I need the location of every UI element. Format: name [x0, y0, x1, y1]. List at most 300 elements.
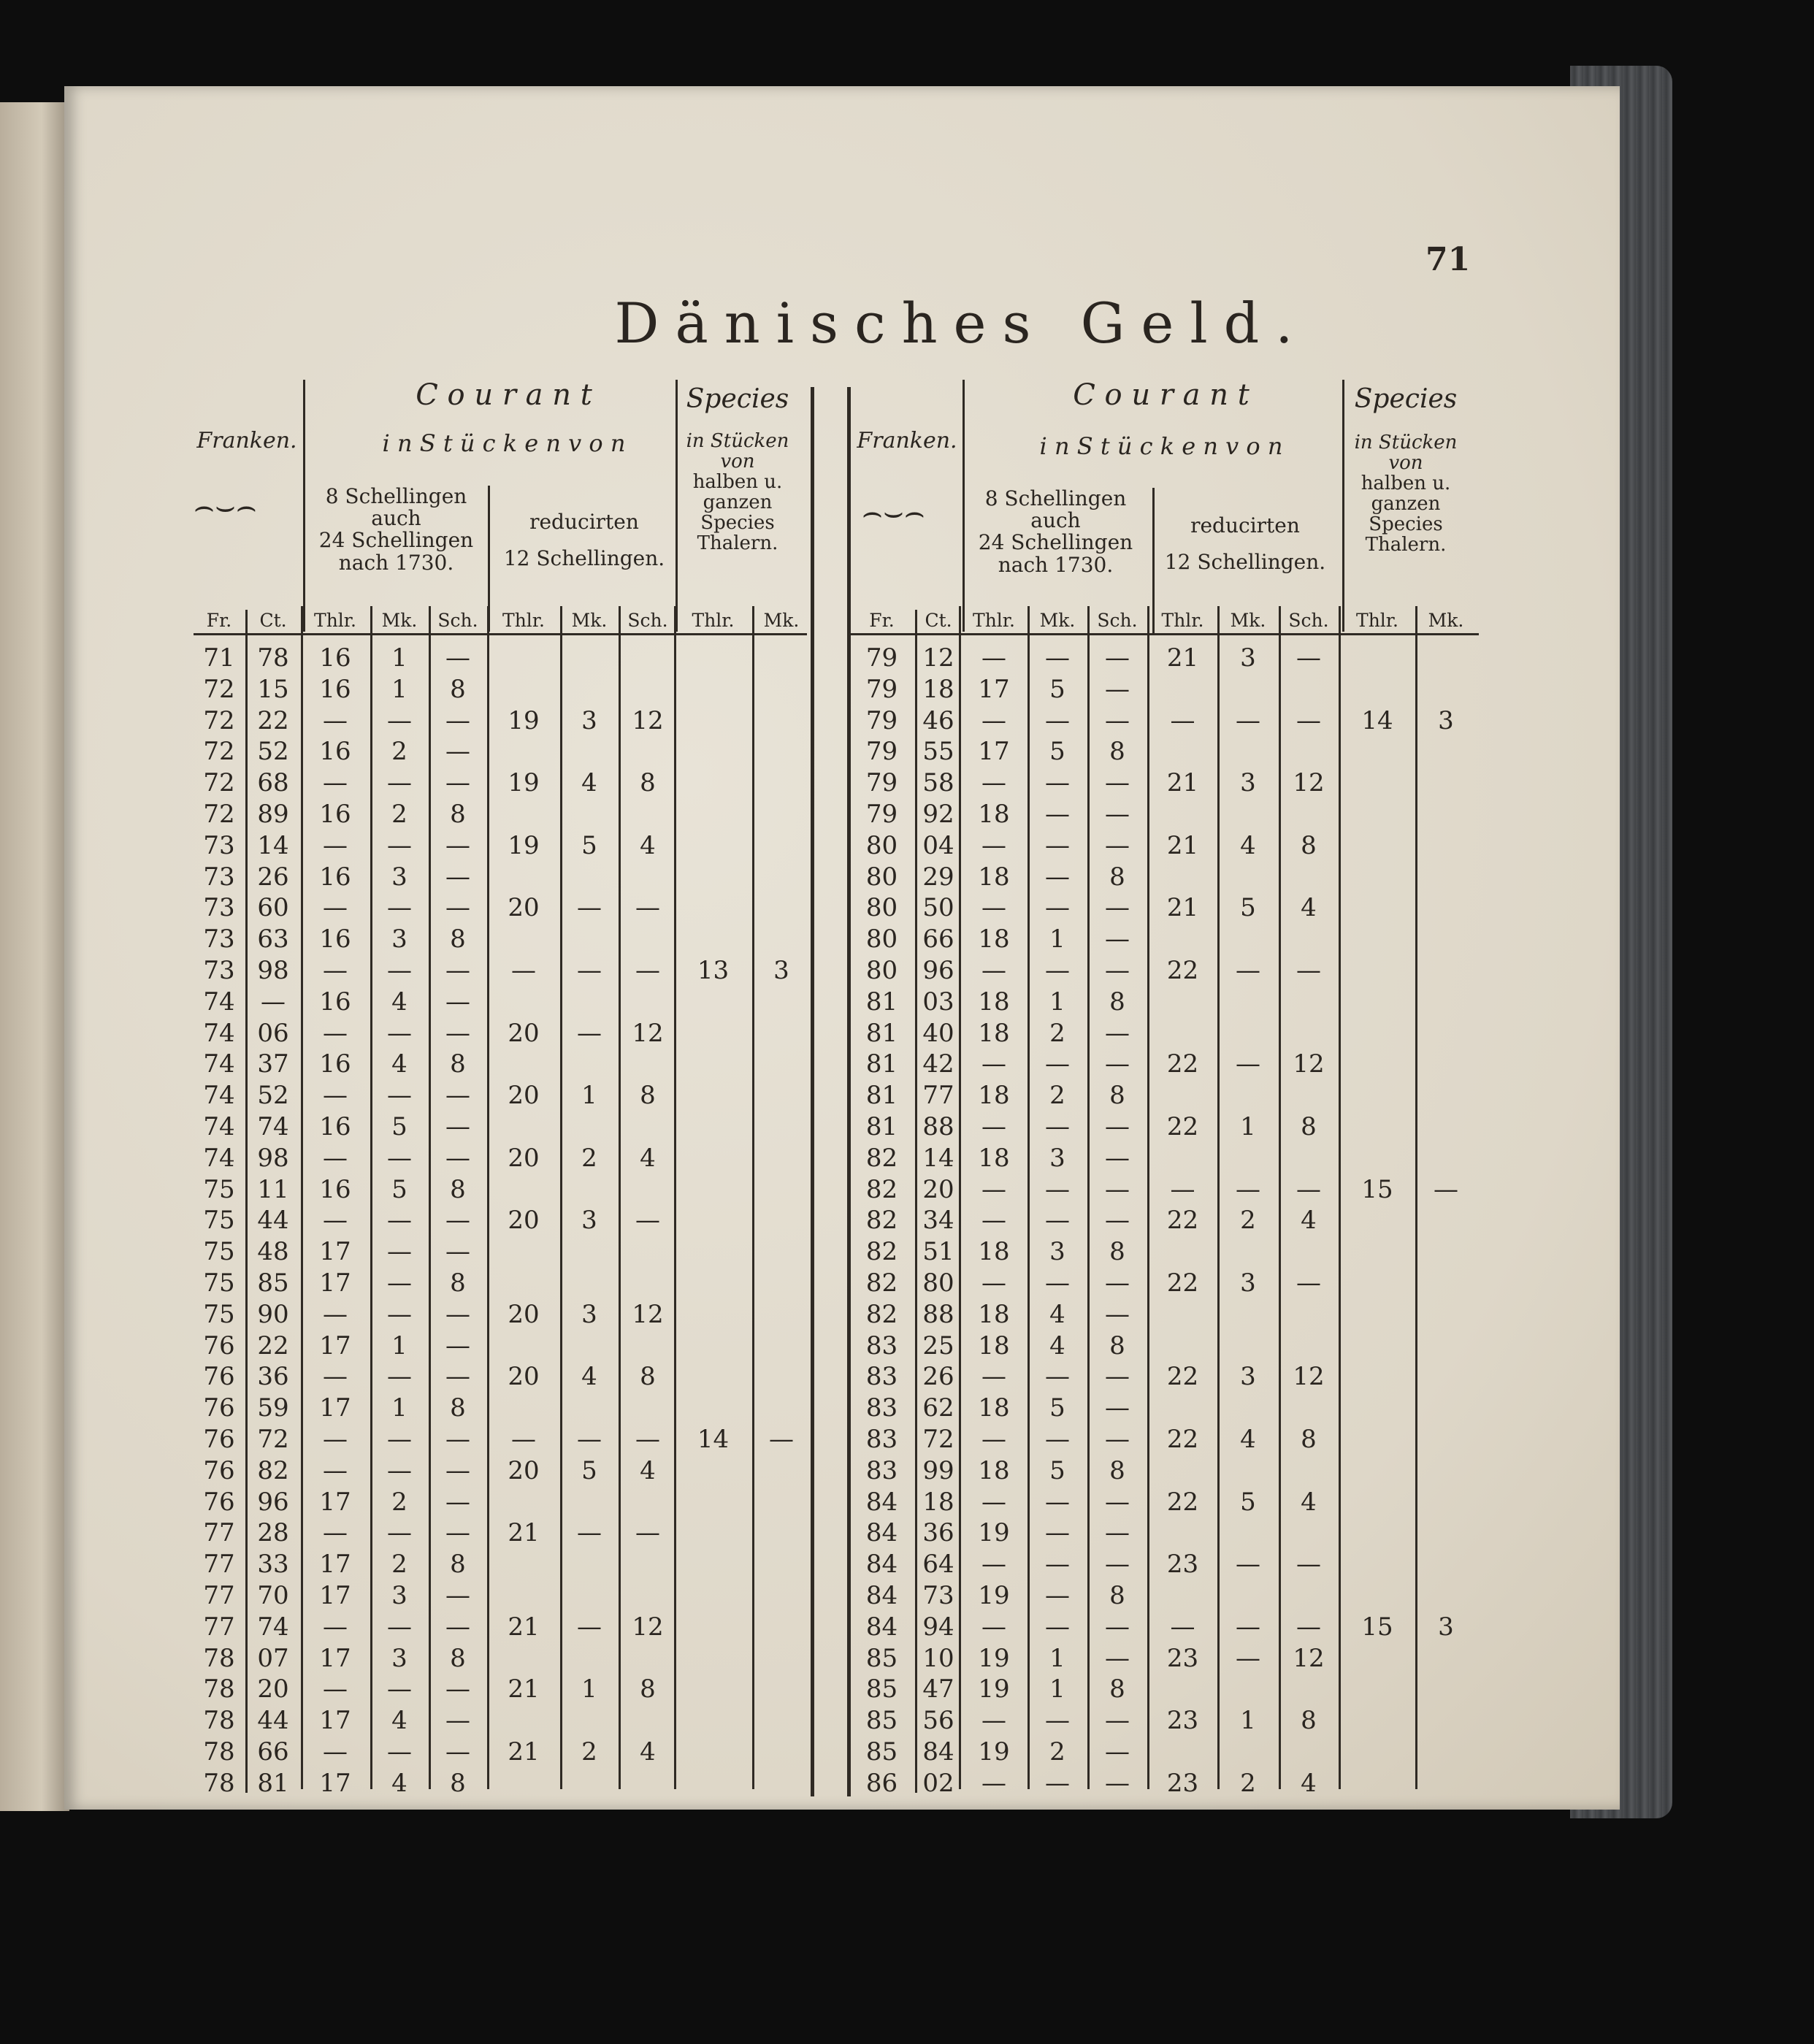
cell-mk: 1: [391, 643, 407, 673]
cell-sp-mk: [752, 1268, 811, 1298]
cell-thlr: 17: [319, 1581, 351, 1610]
cell-thlr: 17: [319, 1643, 351, 1673]
cell-sp-thlr: [1340, 1080, 1415, 1111]
right-franken-label: Franken.: [857, 428, 957, 453]
cell-mk: —: [387, 1737, 412, 1767]
cell-ct: 74: [257, 1112, 289, 1141]
cell-sp-mk: [752, 1205, 811, 1236]
cell-red-mk: —: [577, 1018, 602, 1048]
cell-red-thlr: 21: [508, 1518, 540, 1548]
cell-mk: —: [1045, 1768, 1070, 1798]
cell-sch: —: [1105, 643, 1130, 673]
cell-red-thlr: [488, 1549, 559, 1580]
cell-red-thlr: [1148, 862, 1217, 892]
cell-sp-thlr: [1340, 736, 1415, 767]
cell-mk: 3: [1049, 1237, 1065, 1267]
cell-red-mk: —: [1236, 1049, 1260, 1079]
cell-sp-thlr: [676, 1487, 751, 1517]
cell-ct: 74: [257, 1612, 289, 1642]
cell-red-mk: 3: [581, 1206, 597, 1236]
cell-fr: 73: [203, 893, 235, 923]
cell-thlr: —: [323, 1455, 348, 1485]
cell-ct: 46: [922, 705, 954, 735]
left-courant-label: C o u r a n t: [416, 378, 592, 412]
cell-red-mk: —: [1236, 1550, 1260, 1580]
cell-mk: —: [387, 1206, 412, 1236]
cell-red-thlr: 20: [508, 1362, 540, 1392]
cell-sp-mk: [1417, 1361, 1475, 1392]
cell-ct: 85: [257, 1268, 289, 1298]
cell-thlr: 18: [978, 1081, 1010, 1111]
cell-thlr: —: [981, 1487, 1006, 1517]
cell-thlr: —: [323, 1518, 348, 1548]
cell-thlr: 16: [319, 1174, 351, 1204]
cell-ct: 29: [922, 862, 954, 892]
cell-thlr: —: [323, 1143, 348, 1173]
cell-red-sch: [619, 987, 676, 1017]
cell-fr: 75: [203, 1174, 235, 1204]
cell-thlr: 16: [319, 674, 351, 704]
cell-red-mk: [561, 987, 618, 1017]
cell-ct: 77: [922, 1081, 954, 1111]
cell-ct: 60: [257, 893, 289, 923]
cell-red-mk: [561, 1331, 618, 1361]
cell-red-thlr: —: [1170, 1612, 1195, 1642]
cell-fr: 85: [865, 1643, 898, 1673]
cell-sch: —: [1105, 705, 1130, 735]
cell-thlr: 17: [319, 1550, 351, 1580]
cell-sp-mk: [1417, 862, 1475, 892]
cell-sp-mk: [1417, 1331, 1475, 1361]
cell-sp-thlr: [1340, 1580, 1415, 1611]
cell-red-mk: [1218, 1236, 1278, 1267]
cell-mk: —: [1045, 643, 1070, 673]
cell-red-mk: [561, 736, 618, 767]
cell-red-thlr: [1148, 987, 1217, 1017]
cell-mk: 3: [1049, 1143, 1065, 1173]
cell-sch: 8: [1109, 862, 1125, 892]
cell-red-mk: [561, 1174, 618, 1205]
cell-ct: 73: [922, 1581, 954, 1610]
cell-ct: 82: [257, 1455, 289, 1485]
cell-red-thlr: [1148, 1080, 1217, 1111]
cell-ct: 20: [257, 1674, 289, 1704]
cell-sp-thlr: [676, 987, 751, 1017]
cell-sp-mk: [1417, 987, 1475, 1017]
cell-fr: 79: [865, 768, 898, 798]
cell-sp-mk: [752, 987, 811, 1017]
cell-red-thlr: [488, 1580, 559, 1611]
right-col-header-sch: Sch.: [1097, 610, 1138, 631]
cell-fr: 79: [865, 705, 898, 735]
cell-sch: —: [445, 1706, 470, 1736]
cell-thlr: —: [981, 956, 1006, 985]
cell-sch: 8: [450, 800, 466, 829]
cell-red-sch: [1279, 1517, 1338, 1548]
cell-sp-thlr: [676, 1643, 751, 1674]
cell-sp-thlr: [1340, 1268, 1415, 1298]
cell-sch: —: [445, 830, 470, 860]
cell-sp-mk: [752, 1111, 811, 1142]
cell-red-sch: [1279, 1580, 1338, 1611]
cell-red-sch: [1279, 1393, 1338, 1423]
cell-sp-mk: 3: [773, 956, 789, 985]
cell-red-mk: [561, 1705, 618, 1736]
cell-sch: 8: [1109, 1081, 1125, 1111]
cell-sp-thlr: [1340, 1393, 1415, 1423]
cell-red-mk: [1218, 1455, 1278, 1486]
cell-mk: 3: [391, 1643, 407, 1673]
cell-thlr: —: [981, 1550, 1006, 1580]
cell-sp-mk: [1417, 1768, 1475, 1799]
cell-ct: 96: [257, 1487, 289, 1517]
right-col-header-mk: Mk.: [1039, 610, 1076, 631]
cell-red-thlr: [488, 1643, 559, 1674]
cell-sp-mk: [1417, 1393, 1475, 1423]
cell-ct: 66: [922, 925, 954, 954]
cell-sp-thlr: [676, 892, 751, 923]
cell-sp-mk: [752, 768, 811, 798]
cell-sp-mk: [752, 799, 811, 830]
cell-mk: —: [1045, 893, 1070, 923]
cell-red-thlr: —: [1170, 705, 1195, 735]
cell-red-thlr: [1148, 1143, 1217, 1174]
cell-ct: 15: [257, 674, 289, 704]
cell-red-thlr: 23: [1166, 1643, 1199, 1673]
cell-fr: 75: [203, 1268, 235, 1298]
cell-mk: —: [387, 956, 412, 985]
cell-ct: 63: [257, 925, 289, 954]
cell-fr: 82: [865, 1143, 898, 1173]
cell-red-sch: —: [1296, 1268, 1321, 1298]
cell-sch: —: [1105, 1362, 1130, 1392]
cell-red-mk: [561, 1580, 618, 1611]
cell-red-mk: 1: [581, 1674, 597, 1704]
cell-fr: 83: [865, 1455, 898, 1485]
cell-red-sch: —: [635, 956, 660, 985]
cell-thlr: 17: [319, 1237, 351, 1267]
right-col-header-fr: Fr.: [869, 610, 895, 631]
cell-ct: 70: [257, 1581, 289, 1610]
cell-red-mk: —: [1236, 1643, 1260, 1673]
cell-sp-mk: —: [1434, 1174, 1458, 1204]
cell-thlr: —: [981, 768, 1006, 798]
cell-red-mk: —: [577, 1425, 602, 1454]
cell-fr: 82: [865, 1299, 898, 1329]
cell-red-mk: 2: [581, 1737, 597, 1767]
cell-red-thlr: [1148, 1393, 1217, 1423]
cell-fr: 76: [203, 1455, 235, 1485]
cell-sp-thlr: [676, 1705, 751, 1736]
cell-sp-thlr: [676, 1361, 751, 1392]
cell-thlr: 18: [978, 1393, 1010, 1423]
cell-red-sch: [1279, 1080, 1338, 1111]
right-species-label: Species: [1354, 384, 1458, 414]
cell-mk: —: [387, 768, 412, 798]
cell-red-sch: —: [635, 1206, 660, 1236]
cell-sp-mk: [752, 1643, 811, 1674]
cell-sch: —: [1105, 1518, 1130, 1548]
cell-red-thlr: [488, 1268, 559, 1298]
cell-sch: —: [445, 768, 470, 798]
cell-thlr: 18: [978, 925, 1010, 954]
cell-red-sch: —: [635, 1425, 660, 1454]
cell-mk: —: [387, 830, 412, 860]
cell-red-sch: [619, 736, 676, 767]
cell-mk: 5: [1049, 737, 1065, 767]
cell-thlr: 19: [978, 1674, 1010, 1704]
cell-red-sch: [1279, 1236, 1338, 1267]
cell-sp-thlr: [1340, 1299, 1415, 1330]
cell-ct: 55: [922, 737, 954, 767]
cell-mk: 5: [1049, 674, 1065, 704]
cell-sp-mk: [752, 1361, 811, 1392]
cell-red-thlr: [488, 1705, 559, 1736]
cell-fr: 72: [203, 737, 235, 767]
cell-red-mk: 4: [1240, 830, 1256, 860]
cell-mk: —: [387, 1237, 412, 1267]
cell-fr: 72: [203, 768, 235, 798]
cell-sp-thlr: 15: [1361, 1174, 1393, 1204]
cell-ct: 47: [922, 1674, 954, 1704]
cell-red-mk: [1218, 1299, 1278, 1330]
cell-red-sch: [1279, 987, 1338, 1017]
cell-thlr: 17: [319, 1393, 351, 1423]
cell-sp-mk: [752, 1049, 811, 1079]
cell-sch: —: [1105, 1612, 1130, 1642]
cell-mk: —: [1045, 830, 1070, 860]
cell-mk: 5: [1049, 1393, 1065, 1423]
cell-red-thlr: [1148, 1737, 1217, 1767]
cell-sp-mk: [752, 1174, 811, 1205]
cell-thlr: 16: [319, 737, 351, 767]
left-in-stuecken-label: i n S t ü c k e n v o n: [382, 429, 626, 457]
cell-red-thlr: [488, 1174, 559, 1205]
cell-red-thlr: [488, 987, 559, 1017]
cell-ct: 20: [922, 1174, 954, 1204]
cell-fr: 71: [203, 643, 235, 673]
cell-red-sch: 12: [1293, 1643, 1325, 1673]
cell-sp-mk: [1417, 1674, 1475, 1704]
cell-red-thlr: [1148, 924, 1217, 954]
left-group-8-schellingen: 8 Schellingen auch 24 Schellingen nach 1730.: [318, 484, 474, 575]
cell-fr: 80: [865, 830, 898, 860]
cell-red-mk: 4: [1240, 1425, 1256, 1454]
cell-sp-thlr: [1340, 643, 1415, 673]
cell-red-sch: 4: [640, 1455, 656, 1485]
cell-sp-thlr: [676, 674, 751, 705]
cell-thlr: 18: [978, 1299, 1010, 1329]
cell-red-thlr: 22: [1166, 1487, 1199, 1517]
cell-red-sch: [619, 1111, 676, 1142]
cell-sp-thlr: [1340, 1674, 1415, 1704]
cell-red-mk: [561, 1549, 618, 1580]
cell-red-thlr: 22: [1166, 1425, 1199, 1454]
cell-thlr: 16: [319, 925, 351, 954]
cell-ct: 33: [257, 1550, 289, 1580]
cell-red-mk: —: [1236, 1612, 1260, 1642]
cell-ct: 59: [257, 1393, 289, 1423]
cell-red-thlr: 21: [508, 1612, 540, 1642]
cell-red-thlr: [1148, 1580, 1217, 1611]
cell-ct: 04: [922, 830, 954, 860]
cell-sp-mk: [752, 674, 811, 705]
cell-thlr: 17: [978, 737, 1010, 767]
cell-ct: 26: [922, 1362, 954, 1392]
cell-thlr: 17: [319, 1331, 351, 1360]
cell-sch: —: [1105, 1643, 1130, 1673]
cell-red-thlr: [1148, 1331, 1217, 1361]
cell-sp-mk: [1417, 1517, 1475, 1548]
cell-red-thlr: 19: [508, 705, 540, 735]
cell-ct: 72: [257, 1425, 289, 1454]
right-group-8-schellingen: 8 Schellingen auch 24 Schellingen nach 1730.: [978, 486, 1133, 577]
cell-ct: 88: [922, 1299, 954, 1329]
header-subgroup-rule: [1152, 488, 1155, 634]
cell-sch: —: [445, 1331, 470, 1360]
cell-ct: 03: [922, 987, 954, 1017]
page-title: Dänisches Geld.: [614, 291, 1309, 356]
cell-fr: 74: [203, 1112, 235, 1141]
cell-thlr: 19: [978, 1643, 1010, 1673]
cell-sch: —: [445, 1112, 470, 1141]
cell-fr: 85: [865, 1737, 898, 1767]
cell-red-thlr: [488, 736, 559, 767]
cell-sp-mk: [752, 830, 811, 861]
cell-sp-thlr: 13: [697, 956, 730, 985]
cell-fr: 85: [865, 1706, 898, 1736]
cell-ct: 40: [922, 1018, 954, 1048]
cell-red-sch: —: [1296, 705, 1321, 735]
cell-red-sch: [619, 1331, 676, 1361]
cell-red-thlr: 21: [508, 1737, 540, 1767]
cell-thlr: —: [981, 830, 1006, 860]
cell-sp-mk: [1417, 892, 1475, 923]
cell-red-thlr: [1148, 1517, 1217, 1548]
left-col-header-thlr: Thlr.: [314, 610, 356, 631]
right-col-header-red-thlr: Thlr.: [1161, 610, 1204, 631]
cell-red-mk: —: [1236, 956, 1260, 985]
cell-sch: —: [445, 1143, 470, 1173]
cell-fr: 78: [203, 1706, 235, 1736]
cell-sch: —: [1105, 768, 1130, 798]
left-col-header-ct: Ct.: [259, 610, 287, 631]
cell-red-mk: 2: [1240, 1768, 1256, 1798]
cell-sp-thlr: [1340, 1705, 1415, 1736]
cell-fr: 78: [203, 1643, 235, 1673]
cell-sch: —: [445, 1455, 470, 1485]
cell-red-thlr: [488, 862, 559, 892]
cell-sp-thlr: [676, 643, 751, 673]
cell-mk: —: [387, 1425, 412, 1454]
cell-sp-thlr: [676, 1236, 751, 1267]
cell-ct: 42: [922, 1049, 954, 1079]
cell-fr: 75: [203, 1206, 235, 1236]
cell-red-sch: [1279, 1331, 1338, 1361]
cell-red-thlr: [488, 799, 559, 830]
cell-thlr: 16: [319, 1112, 351, 1141]
cell-thlr: —: [981, 1362, 1006, 1392]
cell-red-mk: [1218, 1143, 1278, 1174]
cell-mk: —: [387, 1081, 412, 1111]
cell-ct: 44: [257, 1706, 289, 1736]
left-col-header-red-mk: Mk.: [571, 610, 608, 631]
cell-mk: 4: [391, 1706, 407, 1736]
cell-thlr: 17: [319, 1706, 351, 1736]
cell-sp-thlr: [676, 1737, 751, 1767]
cell-sp-mk: [1417, 1580, 1475, 1611]
cell-mk: —: [387, 1674, 412, 1704]
right-in-stuecken-label: i n S t ü c k e n v o n: [1039, 432, 1283, 460]
header-group-rule: [303, 380, 305, 632]
cell-sch: —: [1105, 1737, 1130, 1767]
cell-fr: 84: [865, 1487, 898, 1517]
cell-thlr: —: [323, 1612, 348, 1642]
page-number: 71: [1425, 241, 1471, 278]
cell-red-thlr: [488, 1111, 559, 1142]
cell-red-sch: 4: [640, 1737, 656, 1767]
cell-thlr: —: [323, 956, 348, 985]
cell-sp-thlr: [1340, 1737, 1415, 1767]
cell-thlr: 18: [978, 1237, 1010, 1267]
cell-fr: 82: [865, 1268, 898, 1298]
cell-sp-thlr: [1340, 1143, 1415, 1174]
cell-ct: 80: [922, 1268, 954, 1298]
cell-red-mk: 5: [1240, 893, 1256, 923]
cell-sp-thlr: [676, 1331, 751, 1361]
cell-fr: 75: [203, 1299, 235, 1329]
cell-thlr: 18: [978, 1143, 1010, 1173]
header-group-rule: [676, 380, 678, 632]
cell-sp-thlr: [1340, 1768, 1415, 1799]
cell-sch: —: [445, 956, 470, 985]
cell-fr: 83: [865, 1331, 898, 1360]
cell-sp-mk: [1417, 955, 1475, 986]
cell-mk: 3: [391, 862, 407, 892]
cell-fr: 72: [203, 674, 235, 704]
cell-ct: 37: [257, 1049, 289, 1079]
cell-sp-mk: [752, 643, 811, 673]
cell-ct: —: [261, 987, 286, 1017]
cell-red-sch: —: [1296, 956, 1321, 985]
cell-mk: 5: [1049, 1455, 1065, 1485]
cell-mk: —: [1045, 1425, 1070, 1454]
cell-thlr: —: [323, 830, 348, 860]
cell-red-mk: [561, 924, 618, 954]
cell-fr: 85: [865, 1674, 898, 1704]
cell-sp-mk: [1417, 1018, 1475, 1049]
cell-red-mk: 3: [1240, 1268, 1256, 1298]
cell-red-mk: —: [577, 893, 602, 923]
cell-ct: 14: [922, 1143, 954, 1173]
cell-red-sch: —: [1296, 643, 1321, 673]
cell-red-mk: [561, 1049, 618, 1079]
cell-fr: 73: [203, 956, 235, 985]
right-col-header-ct: Ct.: [925, 610, 952, 631]
cell-red-mk: [1218, 1331, 1278, 1361]
cell-mk: —: [1045, 1174, 1070, 1204]
cell-ct: 44: [257, 1206, 289, 1236]
left-franken-label: Franken.: [196, 428, 297, 453]
cell-red-mk: 3: [1240, 768, 1256, 798]
cell-thlr: —: [981, 1049, 1006, 1079]
cell-mk: —: [387, 1362, 412, 1392]
cell-mk: 2: [391, 800, 407, 829]
right-col-header-red-sch: Sch.: [1288, 610, 1329, 631]
cell-sp-mk: [752, 1299, 811, 1330]
cell-mk: —: [387, 1143, 412, 1173]
cell-red-mk: —: [577, 1518, 602, 1548]
